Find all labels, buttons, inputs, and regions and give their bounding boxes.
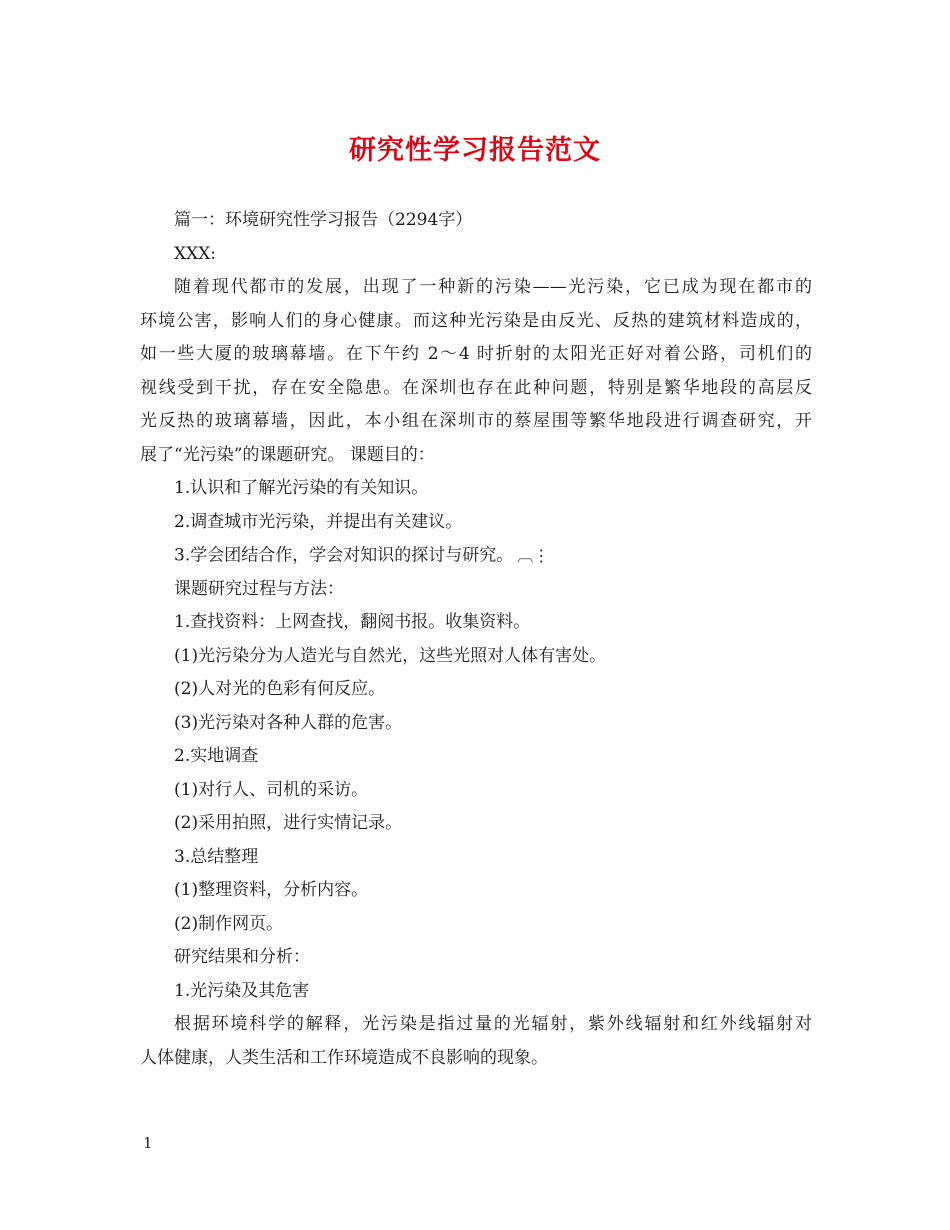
body-line	[140, 506, 812, 540]
body-line-text: (2)采用拍照，进行实情记录。	[174, 813, 403, 833]
body-line	[140, 640, 812, 674]
body-line	[140, 874, 812, 908]
body-line-text: 2.调查城市光污染，并提出有关建议。	[174, 511, 463, 532]
body-line-text: 1.光污染及其危害	[174, 980, 310, 1001]
body-line	[140, 740, 812, 774]
annotation-mark: ︹⋮	[517, 546, 550, 565]
body-line	[140, 1008, 812, 1042]
document-body	[140, 204, 812, 1075]
body-line	[140, 673, 812, 707]
body-line	[140, 774, 812, 808]
body-line-text: 光反热的玻璃幕墙，因此，本小组在深圳市的蔡屋围等繁华地段进行调查研究，开	[140, 411, 812, 431]
body-line	[140, 1042, 812, 1076]
body-line-text: 1.查找资料：上网查找，翻阅书报。收集资料。	[174, 612, 531, 632]
body-line	[140, 305, 812, 339]
body-line-text: 人体健康，人类生活和工作环境造成不良影响的现象。	[140, 1047, 548, 1068]
body-line-text: (1)对行人、司机的采访。	[174, 779, 369, 800]
body-line-text: 课题研究过程与方法：	[174, 578, 344, 599]
body-line	[140, 405, 812, 439]
body-line	[140, 908, 812, 942]
body-line-text: 1.认识和了解光污染的有关知识。	[174, 478, 429, 498]
body-line-text: 环境公害，影响人们的身心健康。而这种光污染是由反光、反热的建筑材料造成的，	[140, 310, 812, 331]
body-line-text: 如一些大厦的玻璃幕墙。在下午约 2～4 时折射的太阳光正好对着公路，司机们的	[140, 344, 812, 364]
body-line	[140, 841, 812, 875]
body-line	[140, 941, 812, 975]
body-line-text: 篇一：环境研究性学习报告（2294字）	[174, 210, 473, 230]
body-line	[140, 573, 812, 607]
body-line	[140, 271, 812, 305]
body-line-text: 随着现代都市的发展，出现了一种新的污染——光污染，它已成为现在都市的	[174, 277, 812, 297]
body-line	[140, 204, 812, 238]
body-line	[140, 975, 812, 1009]
body-line-text: (2)人对光的色彩有何反应。	[174, 679, 386, 699]
body-line	[140, 472, 812, 506]
body-line	[140, 807, 812, 841]
body-line-text: 展了“光污染”的课题研究。 课题目的：	[140, 444, 435, 465]
body-line-text: (2)制作网页。	[174, 913, 284, 934]
body-line-text: 研究结果和分析：	[174, 947, 310, 967]
body-line-text: 2.实地调查	[174, 746, 259, 766]
body-line-text: 根据环境科学的解释，光污染是指过量的光辐射，紫外线辐射和红外线辐射对	[174, 1014, 812, 1034]
body-line-text: 3.总结整理	[174, 846, 259, 867]
body-line	[140, 372, 812, 406]
body-line	[140, 606, 812, 640]
body-line-text: (1)整理资料，分析内容。	[174, 880, 369, 900]
body-line	[140, 439, 812, 473]
body-line	[140, 707, 812, 741]
document-title: 研究性学习报告范文	[349, 135, 601, 166]
body-line	[140, 238, 812, 272]
page-number: 1	[143, 1134, 153, 1152]
body-line-text: 视线受到干扰，存在安全隐患。在深圳也存在此种问题，特别是繁华地段的高层反	[140, 377, 812, 398]
body-line	[140, 539, 812, 573]
body-line-text: (1)光污染分为人造光与自然光，这些光照对人体有害处。	[174, 645, 607, 666]
body-line-text: 3.学会团结合作，学会对知识的探讨与研究。	[174, 545, 514, 566]
body-line-text: XXX:	[174, 243, 217, 264]
body-line	[140, 338, 812, 372]
body-line-text: (3)光污染对各种人群的危害。	[174, 712, 403, 733]
